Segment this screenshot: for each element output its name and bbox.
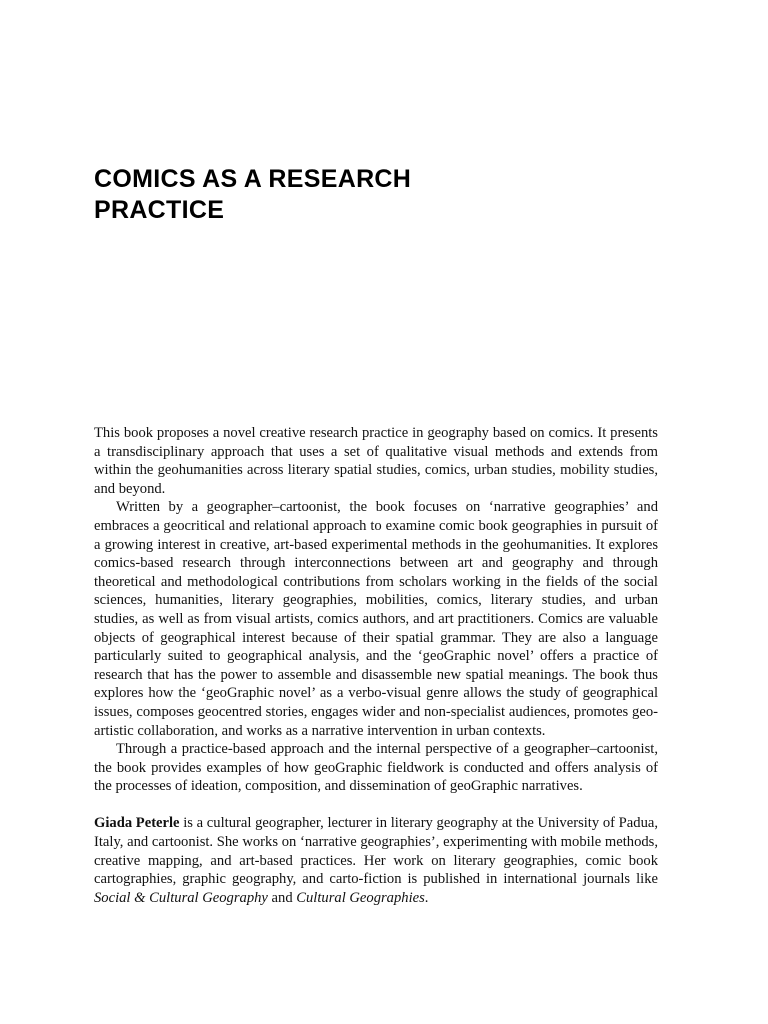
description-paragraph-1: This book proposes a novel creative research practice in geography based on comics. It presents a transdisciplinary approach that uses a set of qualitative visual methods and extends from within the geohumanities across literary spatial studies, comics, urban studies, mobility studies, and beyond.	[94, 425, 658, 497]
book-title-line-2: PRACTICE	[94, 196, 225, 224]
journal-name-2: Cultural Geographies	[296, 889, 425, 906]
book-title-line-1: COMICS AS A RESEARCH	[94, 165, 412, 193]
author-name: Giada Peterle	[94, 815, 180, 832]
book-page	[94, 0, 658, 1024]
author-bio-conjunction: and	[267, 889, 297, 906]
journal-name-1: Social & Cultural Geography	[94, 889, 268, 906]
description-paragraph-2: Written by a geographer–cartoonist, the book focuses on ‘narrative geographies’ and embraces a geocritical and relational approach to examine comic book geographies in pursuit of a growing interest in creative, art-based experimental methods in the geohumanities. It explores comics-based research through interconnections between art and geography and through theoretical and methodological contributions from scholars working in the fields of the social sciences, humanities, literary geographies, mobilities, comics, literary studies, and urban studies, as well as from visual artists, comics authors, and art practitioners. Comics are valuable objects of geographical interest because of their spatial grammar. They are also a language particularly suited to geographical analysis, and the ‘geoGraphic novel’ offers a practice of research that has the power to assemble and disassemble new spatial meanings. The book thus explores how the ‘geoGraphic novel’ as a verbo-visual genre allows the study of geographical issues, composes geocentred stories, engages wider and non-specialist audiences, promotes geo-artistic collaboration, and works as a narrative intervention in urban contexts.	[94, 499, 658, 739]
description-paragraph-3: Through a practice-based approach and the internal perspective of a geographer–cartoonist, the book provides examples of how geoGraphic fieldwork is conducted and offers analysis of the processes of ideation, composition, and dissemination of geoGraphic narratives.	[94, 741, 658, 795]
author-bio-ending: .	[424, 889, 429, 906]
book-title	[94, 164, 658, 226]
author-bio-text: is a cultural geographer, lecturer in literary geography at the University of Padua, Italy, and cartoonist. She works on ‘narrative geographies’, experimenting with mobile methods, creative mapping, and art-based practices. Her work on literary geographies, comic book cartographies, graphic geography, and carto-fiction is published in international journals like	[94, 815, 658, 888]
author-bio	[94, 814, 658, 907]
book-description	[94, 424, 658, 907]
